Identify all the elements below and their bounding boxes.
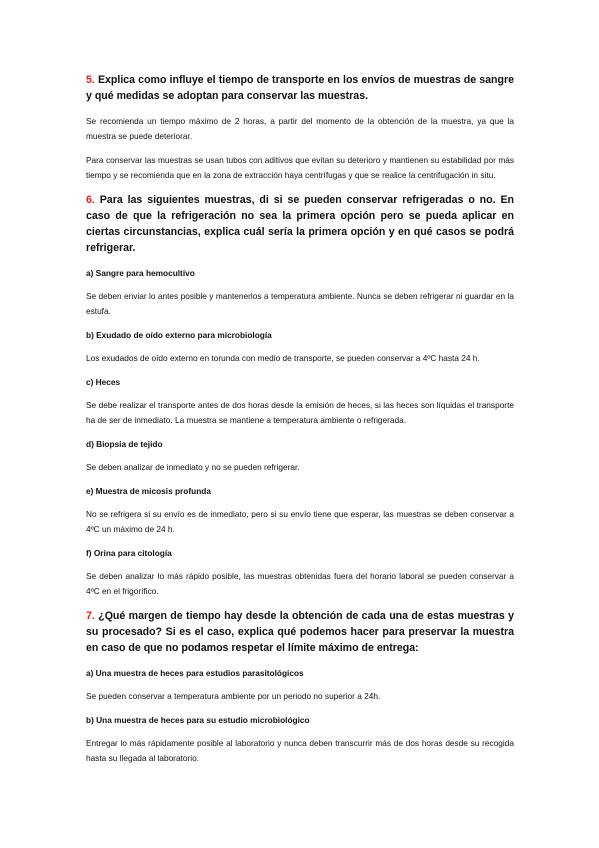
item-heading: a) Una muestra de heces para estudios parasitológicos xyxy=(86,668,304,678)
question-title: Para las siguientes muestras, di si se pueden conservar refrigeradas o no. En caso de que la refrigeración no sea la primera opción pero se pueda aplicar en ciertas circunstancias, explica cuál sería la primera opción y en qué casos se podrá refrigerar. xyxy=(86,194,514,254)
item-answer: Se deben enviar lo antes posible y mantenerlos a temperatura ambiente. Nunca se deben refrigerar ni guardar en la estufa. xyxy=(86,291,514,316)
question-number: 6. xyxy=(86,194,95,206)
item-answer: Entregar lo más rápidamente posible al laboratorio y nunca deben transcurrir más de dos horas desde su recogida hasta su llegada al laboratorio. xyxy=(86,738,514,763)
item-answer: Los exudados de oído externo en torunda con medio de transporte, se pueden conservar a 4ºC hasta 24 h. xyxy=(86,353,480,363)
item-answer: Se deben analizar lo más rápido posible, las muestras obtenidas fuera del horario laboral se pueden conservar a 4ºC en el frigorífico. xyxy=(86,571,514,596)
paragraph: Se recomienda un tiempo máximo de 2 horas, a partir del momento de la obtención de la muestra, ya que la muestra se puede deteriorar. xyxy=(86,116,514,141)
item-answer: Se debe realizar el transporte antes de dos horas desde la emisión de heces, si las heces son líquidas el transporte ha de ser de inmediato. La muestra se mantiene a temperatura ambiente o refrigerada. xyxy=(86,400,514,425)
question-title: ¿Qué margen de tiempo hay desde la obtención de cada una de estas muestras y su procesado? Si es el caso, explica qué podemos hacer para preservar la muestra en caso de que no podamos respetar el límite máximo de entrega: xyxy=(86,610,514,654)
item-heading: a) Sangre para hemocultivo xyxy=(86,268,195,278)
question-title: Explica como influye el tiempo de transporte en los envíos de muestras de sangre y qué medidas se adoptan para conservar las muestras. xyxy=(86,74,515,102)
item-heading: e) Muestra de micosis profunda xyxy=(86,486,211,496)
item-answer: Se pueden conservar a temperatura ambiente por un periodo no superior a 24h. xyxy=(86,691,381,701)
item-heading: f) Orina para citología xyxy=(86,548,172,558)
item-heading: b) Exudado de oído externo para microbiología xyxy=(86,330,272,340)
question-number: 7. xyxy=(86,610,95,622)
item-heading: d) Biopsia de tejido xyxy=(86,439,163,449)
document-content xyxy=(86,72,514,775)
paragraph: Para conservar las muestras se usan tubos con aditivos que evitan su deterioro y mantienen su estabilidad por más tiempo y se recomienda que en la zona de extracción haya centrífugas y que se realice la centrifugación in situ. xyxy=(86,155,514,180)
item-answer: No se refrigera si su envío es de inmediato, pero si su envío tiene que esperar, las muestras se deben conservar a 4ºC un máximo de 24 h. xyxy=(86,509,514,534)
question-7 xyxy=(86,608,514,656)
item-heading: b) Una muestra de heces para su estudio microbiológico xyxy=(86,715,310,725)
item-heading: c) Heces xyxy=(86,377,121,387)
question-5 xyxy=(86,72,514,104)
item-answer: Se deben analizar de inmediato y no se pueden refrigerar. xyxy=(86,462,300,472)
question-number: 5. xyxy=(86,74,95,86)
question-6 xyxy=(86,192,514,256)
